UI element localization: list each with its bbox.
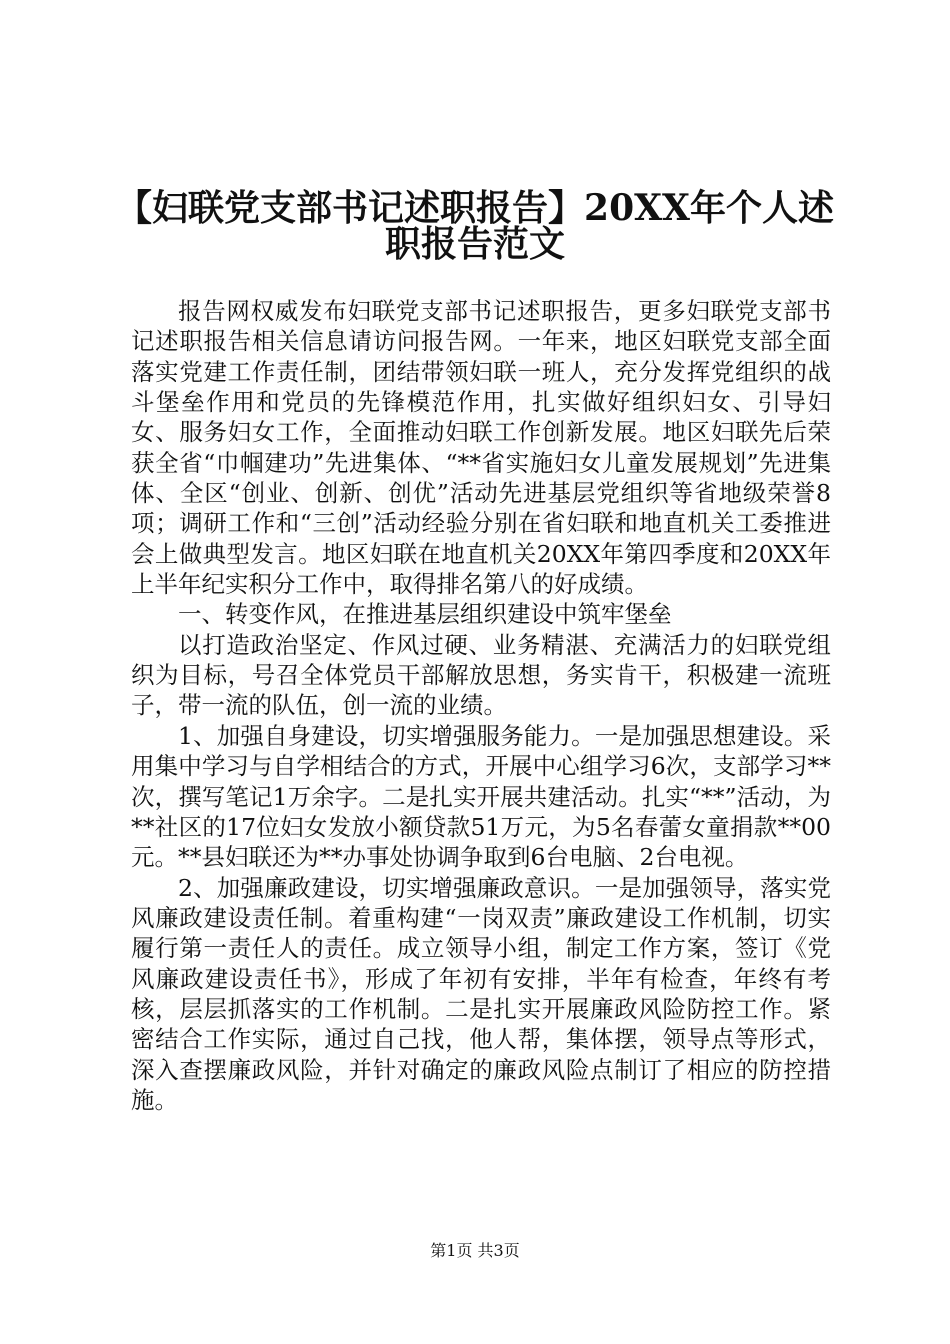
document-body <box>131 296 831 1115</box>
paragraph-item-1: 1、加强自身建设，切实增强服务能力。一是加强思想建设。采用集中学习与自学相结合的方式，开展中心组学习6次，支部学习**次，撰写笔记1万余字。二是扎实开展共建活动。扎实“**”活动，为**社区的17位妇女发放小额贷款51万元，为5名春蕾女童捐款**00元。**县妇联还为**办事处协调争取到6台电脑、2台电视。 <box>131 721 831 872</box>
section-heading-1: 一、转变作风，在推进基层组织建设中筑牢堡垒 <box>178 600 672 629</box>
document-title-line2: 职报告范文 <box>384 223 565 265</box>
document-title-line1: 【妇联党支部书记述职报告】20XX年个人述 <box>116 187 834 229</box>
paragraph-section-1: 以打造政治坚定、作风过硬、业务精湛、充满活力的妇联党组织为目标，号召全体党员干部解放思想，务实肯干，积极建一流班子，带一流的队伍，创一流的业绩。 <box>131 630 831 720</box>
page-footer: 第1页 共3页 <box>430 1241 520 1260</box>
paragraph-item-2: 2、加强廉政建设，切实增强廉政意识。一是加强领导，落实党风廉政建设责任制。着重构建“一岗双责”廉政建设工作机制，切实履行第一责任人的责任。成立领导小组，制定工作方案，签订《党风廉政建设责任书》，形成了年初有安排，半年有检查，年终有考核，层层抓落实的工作机制。二是扎实开展廉政风险防控工作。紧密结合工作实际，通过自己找，他人帮，集体摆，领导点等形式，深入查摆廉政风险，并针对确定的廉政风险点制订了相应的防控措施。 <box>131 873 831 1114</box>
paragraph-intro: 报告网权威发布妇联党支部书记述职报告，更多妇联党支部书记述职报告相关信息请访问报告网。一年来，地区妇联党支部全面落实党建工作责任制，团结带领妇联一班人，充分发挥党组织的战斗堡垒作用和党员的先锋模范作用，扎实做好组织妇女、引导妇女、服务妇女工作，全面推动妇联工作创新发展。地区妇联先后荣获全省“巾帼建功”先进集体、“**省实施妇女儿童发展规划”先进集体、全区“创业、创新、创优”活动先进基层党组织等省地级荣誉8项；调研工作和“三创”活动经验分别在省妇联和地直机关工委推进会上做典型发言。地区妇联在地直机关20XX年第四季度和20XX年上半年纪实积分工作中，取得排名第八的好成绩。 <box>131 297 831 599</box>
